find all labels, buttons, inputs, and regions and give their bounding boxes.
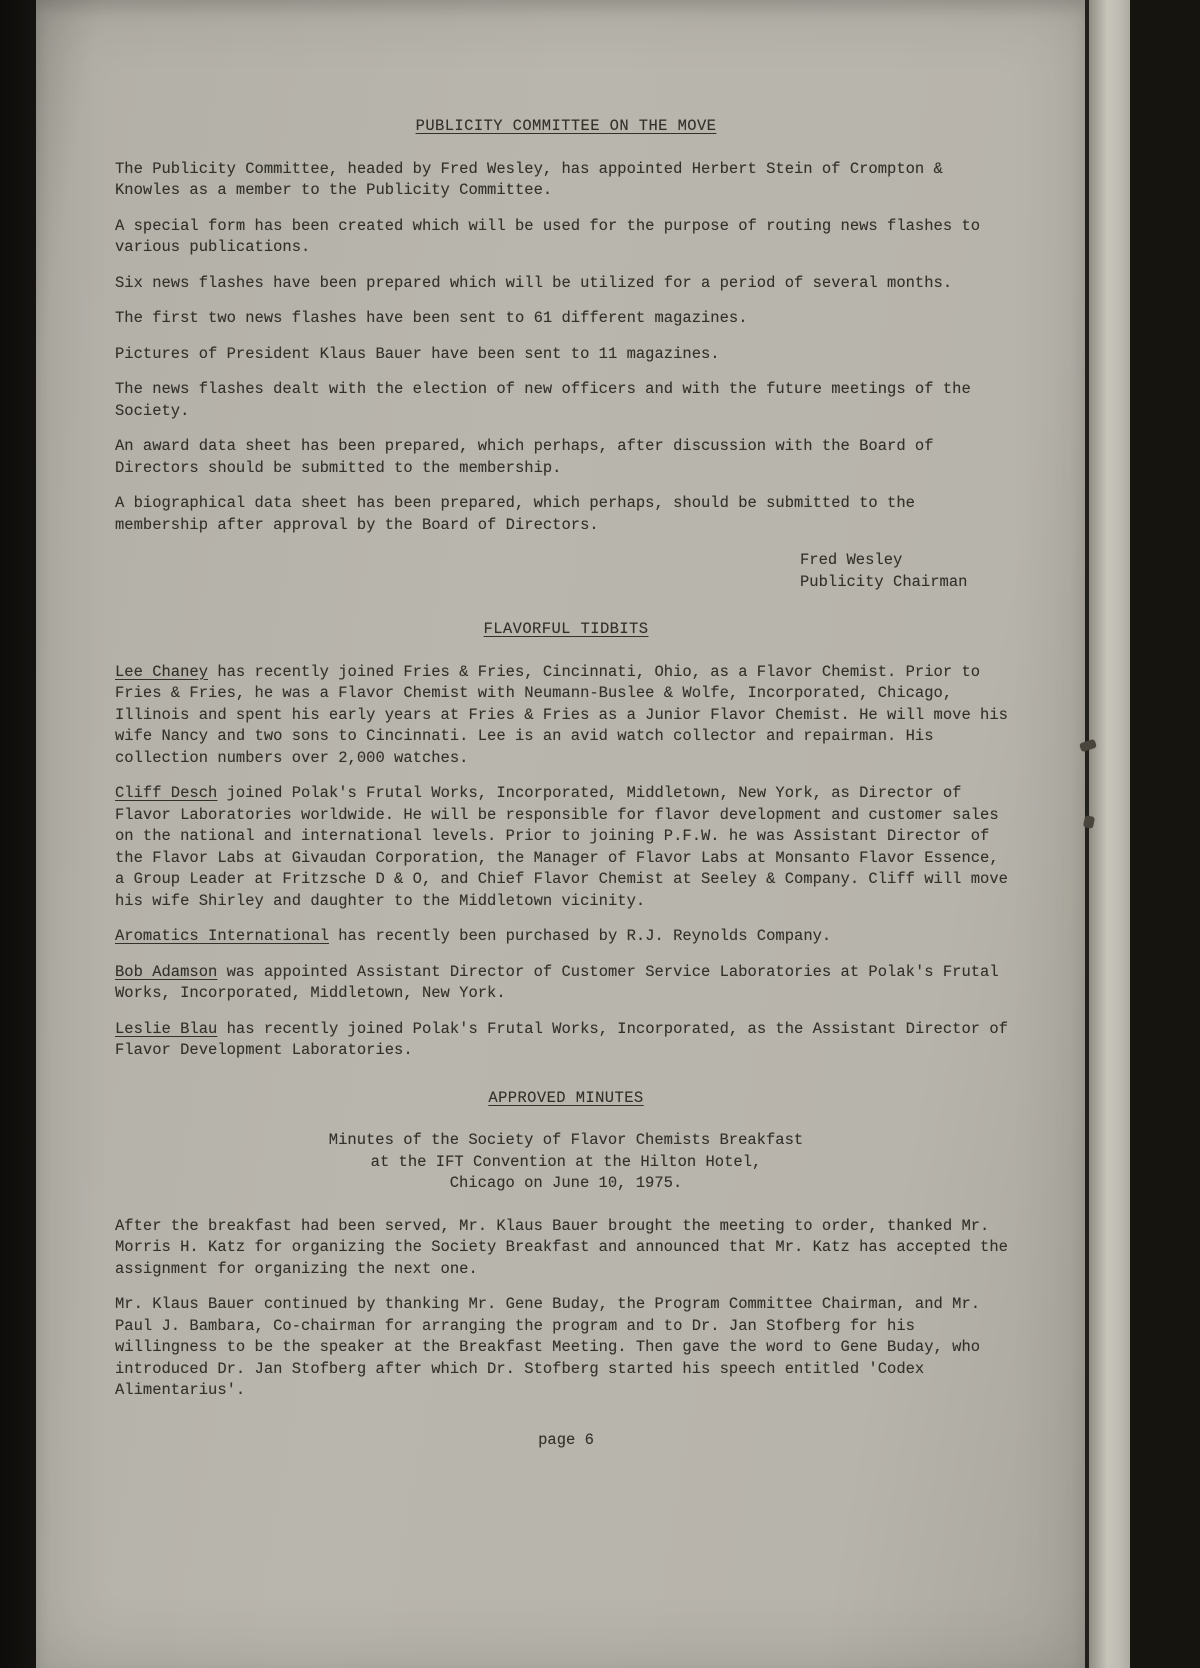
tidbit-text: has recently been purchased by R.J. Reynolds Company. (328, 927, 832, 945)
background-right (1130, 0, 1200, 1668)
publicity-paragraph-2: A special form has been created which will be used for the purpose of routing news flashes to various publications. (115, 216, 981, 256)
publicity-paragraph-6: The news flashes dealt with the election of new officers and with the future meetings of the Society. (115, 380, 971, 420)
publicity-paragraph-3: Six news flashes have been prepared which will be utilized for a period of several months. (115, 273, 953, 292)
page-number: page 6 (538, 1430, 594, 1449)
tidbit-paragraph-bob-adamson (115, 962, 1017, 1005)
publicity-paragraph-5: Pictures of President Klaus Bauer have been sent to 11 magazines. (115, 344, 720, 363)
tidbit-paragraph-cliff-desch (115, 783, 1017, 912)
minutes-intro-line-1: Minutes of the Society of Flavor Chemists Breakfast (328, 1131, 804, 1149)
tidbit-text: joined Polak's Frutal Works, Incorporated, Middletown, New York, as Director of Flavor Laboratories worldwide. He will be responsible for flavor development and customer sales on the national and international levels. Prior to joining P.F.W. he was Assistant Director of the Flavor Labs at Givaudan Corporation, the Manager of Flavor Labs at Monsanto Flavor Essence, a Group Leader at Fritzsche D & O, and Chief Flavor Chemist at Seeley & Company. Cliff will move his wife Shirley and daughter to the Middletown vicinity. (115, 784, 1008, 910)
section-title-flavorful-tidbits: FLAVORFUL TIDBITS (483, 620, 649, 638)
minutes-paragraph-2: Mr. Klaus Bauer continued by thanking Mr. Gene Buday, the Program Committee Chairman, and Mr. Paul J. Bambara, Co-chairman for arranging the program and to Dr. Jan Stofberg for his willingness to be the speaker at the Breakfast Meeting. Then gave the word to Gene Buday, who introduced Dr. Jan Stofberg after which Dr. Stofberg started his speech entitled 'Codex Alimentarius'. (115, 1295, 981, 1399)
minutes-intro-block (115, 1130, 1017, 1195)
publicity-paragraph-8: A biographical data sheet has been prepared, which perhaps, should be submitted to the membership after approval by the Board of Directors. (115, 494, 915, 534)
signature-block (800, 550, 1017, 593)
page-content (115, 116, 1017, 1451)
scanned-page (36, 0, 1085, 1668)
person-name: Bob Adamson (115, 962, 218, 981)
tidbit-text: has recently joined Fries & Fries, Cincinnati, Ohio, as a Flavor Chemist. Prior to Fries & Fries, he was a Flavor Chemist with Neumann-Buslee & Wolfe, Incorporated, Chicago, Illinois and spent his early years at Fries & Fries as a Junior Flavor Chemist. He will move his wife Nancy and two sons to Cincinnati. Lee is an avid watch collector and repairman. His collection numbers over 2,000 watches. (115, 662, 1008, 767)
minutes-paragraph-1: After the breakfast had been served, Mr. Klaus Bauer brought the meeting to order, thanked Mr. Morris H. Katz for organizing the Society Breakfast and announced that Mr. Katz has accepted the assignment for organizing the next one. (115, 1216, 1008, 1278)
person-name: Cliff Desch (115, 784, 218, 802)
minutes-intro-line-2: at the IFT Convention at the Hilton Hotel, (370, 1152, 762, 1171)
minutes-intro-line-3: Chicago on June 10, 1975. (449, 1174, 683, 1192)
publicity-paragraph-4: The first two news flashes have been sent to 61 different magazines. (115, 309, 748, 327)
section-title-publicity: PUBLICITY COMMITTEE ON THE MOVE (415, 117, 717, 135)
signature-name: Fred Wesley (800, 551, 903, 569)
tidbit-paragraph-leslie-blau (115, 1019, 1017, 1062)
tidbit-text: was appointed Assistant Director of Customer Service Laboratories at Polak's Frutal Works, Incorporated, Middletown, New York. (115, 962, 999, 1002)
tidbit-paragraph-aromatics-international (115, 926, 1017, 948)
company-name: Aromatics International (115, 927, 329, 945)
publicity-paragraph-7: An award data sheet has been prepared, which perhaps, after discussion with the Board of Directors should be submitted to the membership. (115, 437, 934, 477)
section-title-approved-minutes: APPROVED MINUTES (488, 1088, 644, 1107)
tidbit-text: has recently joined Polak's Frutal Works, Incorporated, as the Assistant Director of Flavor Development Laboratories. (115, 1019, 1008, 1059)
signature-role: Publicity Chairman (800, 572, 968, 591)
person-name: Leslie Blau (115, 1019, 218, 1038)
publicity-paragraph-1: The Publicity Committee, headed by Fred Wesley, has appointed Herbert Stein of Crompton & Knowles as a member to the Publicity Committee. (115, 159, 943, 199)
tidbit-paragraph-lee-chaney (115, 662, 1017, 770)
person-name: Lee Chaney (115, 662, 209, 681)
next-page-edge (1089, 0, 1130, 1668)
